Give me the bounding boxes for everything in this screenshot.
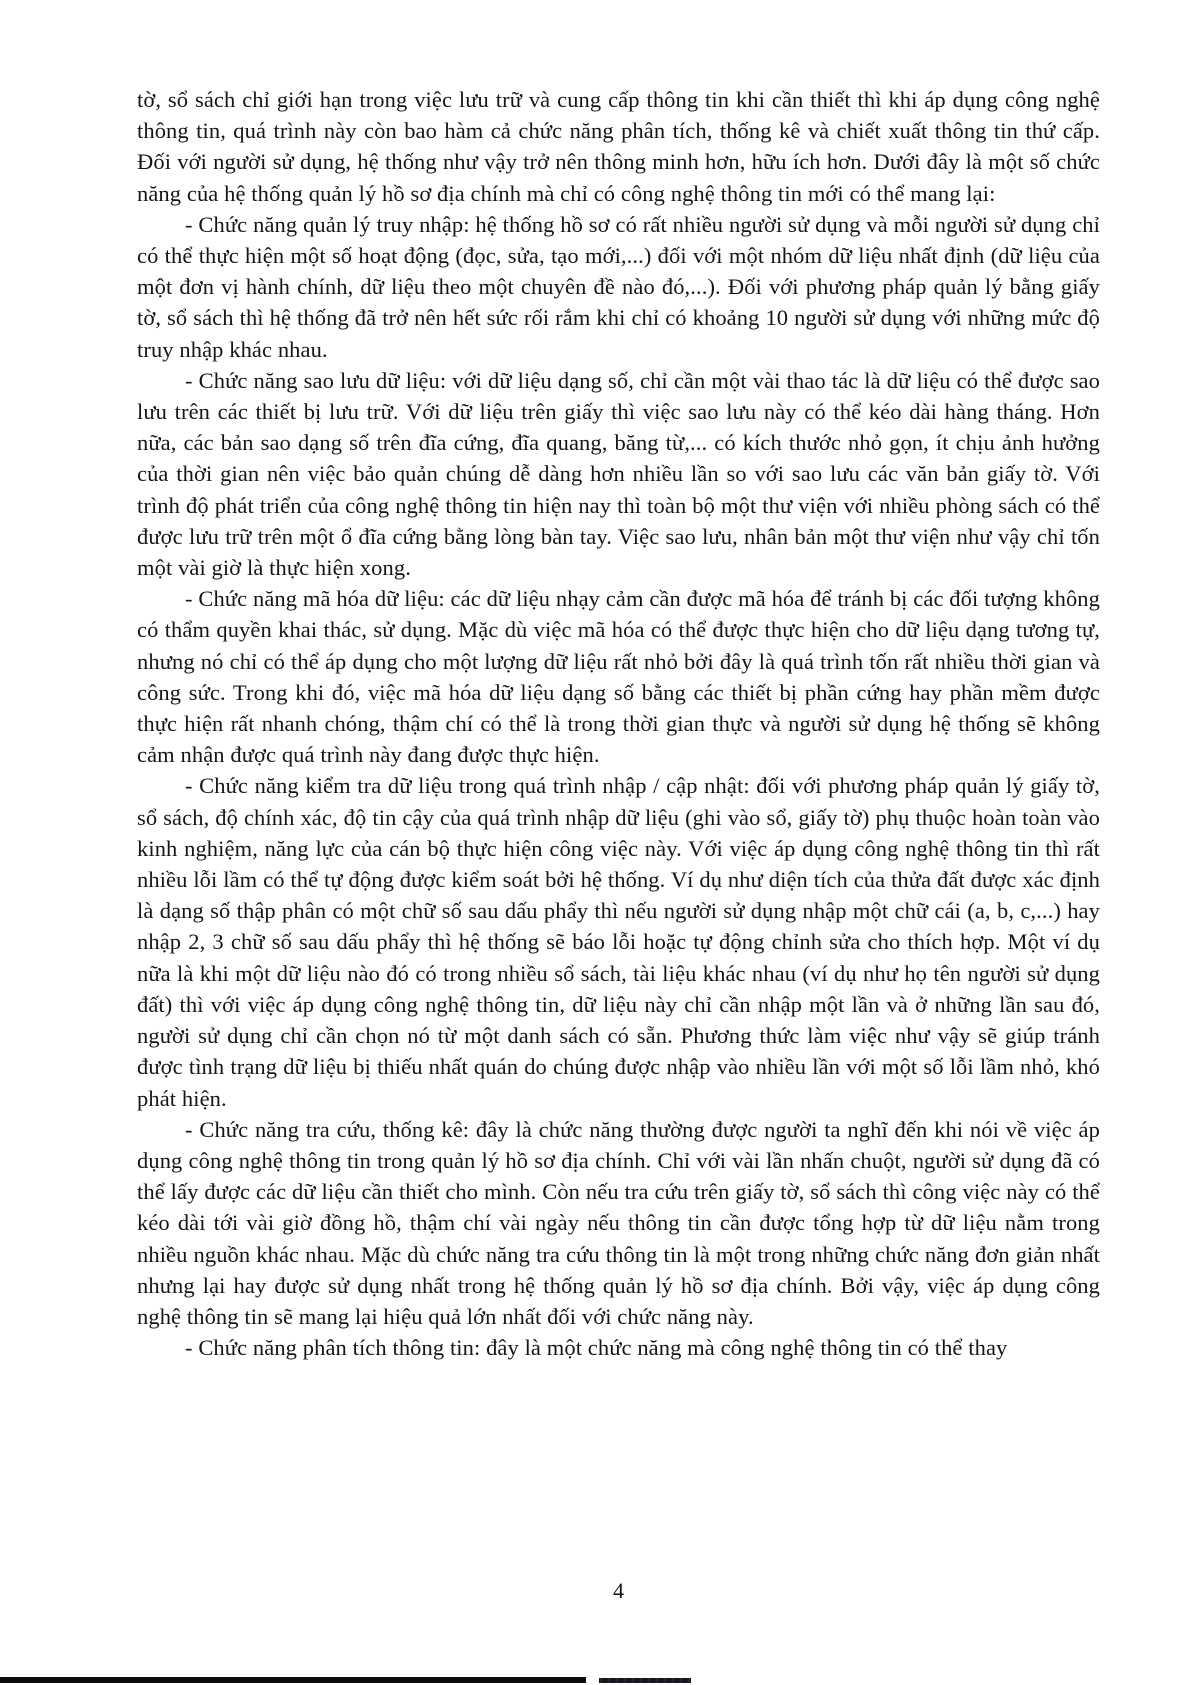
page-number: 4 — [613, 1578, 624, 1603]
paragraph: - Chức năng quản lý truy nhập: hệ thống hồ sơ có rất nhiều người sử dụng và mỗi người sử dụng chỉ có thể thực hiện một số hoạt động (đọc, sửa, tạo mới,...) đối với một nhóm dữ liệu nhất định (dữ liệu của một đơn vị hành chính, dữ liệu theo một chuyên đề nào đó,...). Đối với phương pháp quản lý bằng giấy tờ, sổ sách thì hệ thống đã trở nên hết sức rối rắm khi chỉ có khoảng 10 người sử dụng với những mức độ truy nhập khác nhau. — [137, 211, 1100, 362]
bottom-edge-bar-right — [599, 1678, 691, 1683]
paragraph: - Chức năng sao lưu dữ liệu: với dữ liệu dạng số, chỉ cần một vài thao tác là dữ liệu có thể được sao lưu trên các thiết bị lưu trữ. Với dữ liệu trên giấy thì việc sao lưu này có thể kéo dài hàng tháng. Hơn nữa, các bản sao dạng số trên đĩa cứng, đĩa quang, băng từ,... có kích thước nhỏ gọn, ít chịu ảnh hưởng của thời gian nên việc bảo quản chúng dễ dàng hơn nhiều lần so với sao lưu các văn bản giấy tờ. Với trình độ phát triển của công nghệ thông tin hiện nay thì toàn bộ một thư viện với nhiều phòng sách có thể được lưu trữ trên một ổ đĩa cứng bằng lòng bàn tay. Việc sao lưu, nhân bản một thư viện như vậy chỉ tốn một vài giờ là thực hiện xong. — [137, 367, 1100, 581]
paragraph: - Chức năng mã hóa dữ liệu: các dữ liệu nhạy cảm cần được mã hóa để tránh bị các đối tượng không có thẩm quyền khai thác, sử dụng. Mặc dù việc mã hóa có thể được thực hiện cho dữ liệu dạng tương tự, nhưng nó chỉ có thể áp dụng cho một lượng dữ liệu rất nhỏ bởi đây là quá trình tốn rất nhiều thời gian và công sức. Trong khi đó, việc mã hóa dữ liệu dạng số bằng các thiết bị phần cứng hay phần mềm được thực hiện rất nhanh chóng, thậm chí có thể là trong thời gian thực và người sử dụng hệ thống sẽ không cảm nhận được quá trình này đang được thực hiện. — [137, 586, 1100, 768]
paragraph: tờ, sổ sách chỉ giới hạn trong việc lưu trữ và cung cấp thông tin khi cần thiết thì khi áp dụng công nghệ thông tin, quá trình này còn bao hàm cả chức năng phân tích, thống kê và chiết xuất thông tin thứ cấp. Đối với người sử dụng, hệ thống như vậy trở nên thông minh hơn, hữu ích hơn. Dưới đây là một số chức năng của hệ thống quản lý hồ sơ địa chính mà chỉ có công nghệ thông tin mới có thể mang lại: — [137, 87, 1100, 206]
paragraph: - Chức năng tra cứu, thống kê: đây là chức năng thường được người ta nghĩ đến khi nói về việc áp dụng công nghệ thông tin trong quản lý hồ sơ địa chính. Chỉ với vài lần nhấn chuột, người sử dụng đã có thể lấy được các dữ liệu cần thiết cho mình. Còn nếu tra cứu trên giấy tờ, sổ sách thì công việc này có thể kéo dài tới vài giờ đồng hồ, thậm chí vài ngày nếu thông tin cần được tổng hợp từ dữ liệu nằm trong nhiều nguồn khác nhau. Mặc dù chức năng tra cứu thông tin là một trong những chức năng đơn giản nhất nhưng lại hay được sử dụng nhất trong hệ thống quản lý hồ sơ địa chính. Bởi vậy, việc áp dụng công nghệ thông tin sẽ mang lại hiệu quả lớn nhất đối với chức năng này. — [137, 1116, 1100, 1329]
paragraph: - Chức năng kiểm tra dữ liệu trong quá trình nhập / cập nhật: đối với phương pháp quản lý giấy tờ, sổ sách, độ chính xác, độ tin cậy của quá trình nhập dữ liệu (ghi vào sổ, giấy tờ) phụ thuộc hoàn toàn vào kinh nghiệm, năng lực của cán bộ thực hiện công việc này. Với việc áp dụng công nghệ thông tin thì rất nhiều lỗi lầm có thể tự động được kiểm soát bởi hệ thống. Ví dụ như diện tích của thửa đất được xác định là dạng số thập phân có một chữ số sau dấu phẩy thì nếu người sử dụng nhập một chữ cái (a, b, c,...) hay nhập 2, 3 chữ số sau dấu phẩy thì hệ thống sẽ báo lỗi hoặc tự động chỉnh sửa cho thích hợp. Một ví dụ nữa là khi một dữ liệu nào đó có trong nhiều sổ sách, tài liệu khác nhau (ví dụ như họ tên người sử dụng đất) thì với việc áp dụng công nghệ thông tin, dữ liệu này chỉ cần nhập một lần và ở những lần sau đó, người sử dụng chỉ cần chọn nó từ một danh sách có sẵn. Phương thức làm việc như vậy sẽ giúp tránh được tình trạng dữ liệu bị thiếu nhất quán do chúng được nhập vào nhiều lần với một số lỗi lầm nhỏ, khó phát hiện. — [137, 773, 1100, 1111]
bottom-edge-bar-left — [0, 1677, 586, 1683]
document-body-text — [137, 84, 1100, 1363]
paragraph: - Chức năng phân tích thông tin: đây là một chức năng mà công nghệ thông tin có thể thay — [185, 1335, 1008, 1361]
